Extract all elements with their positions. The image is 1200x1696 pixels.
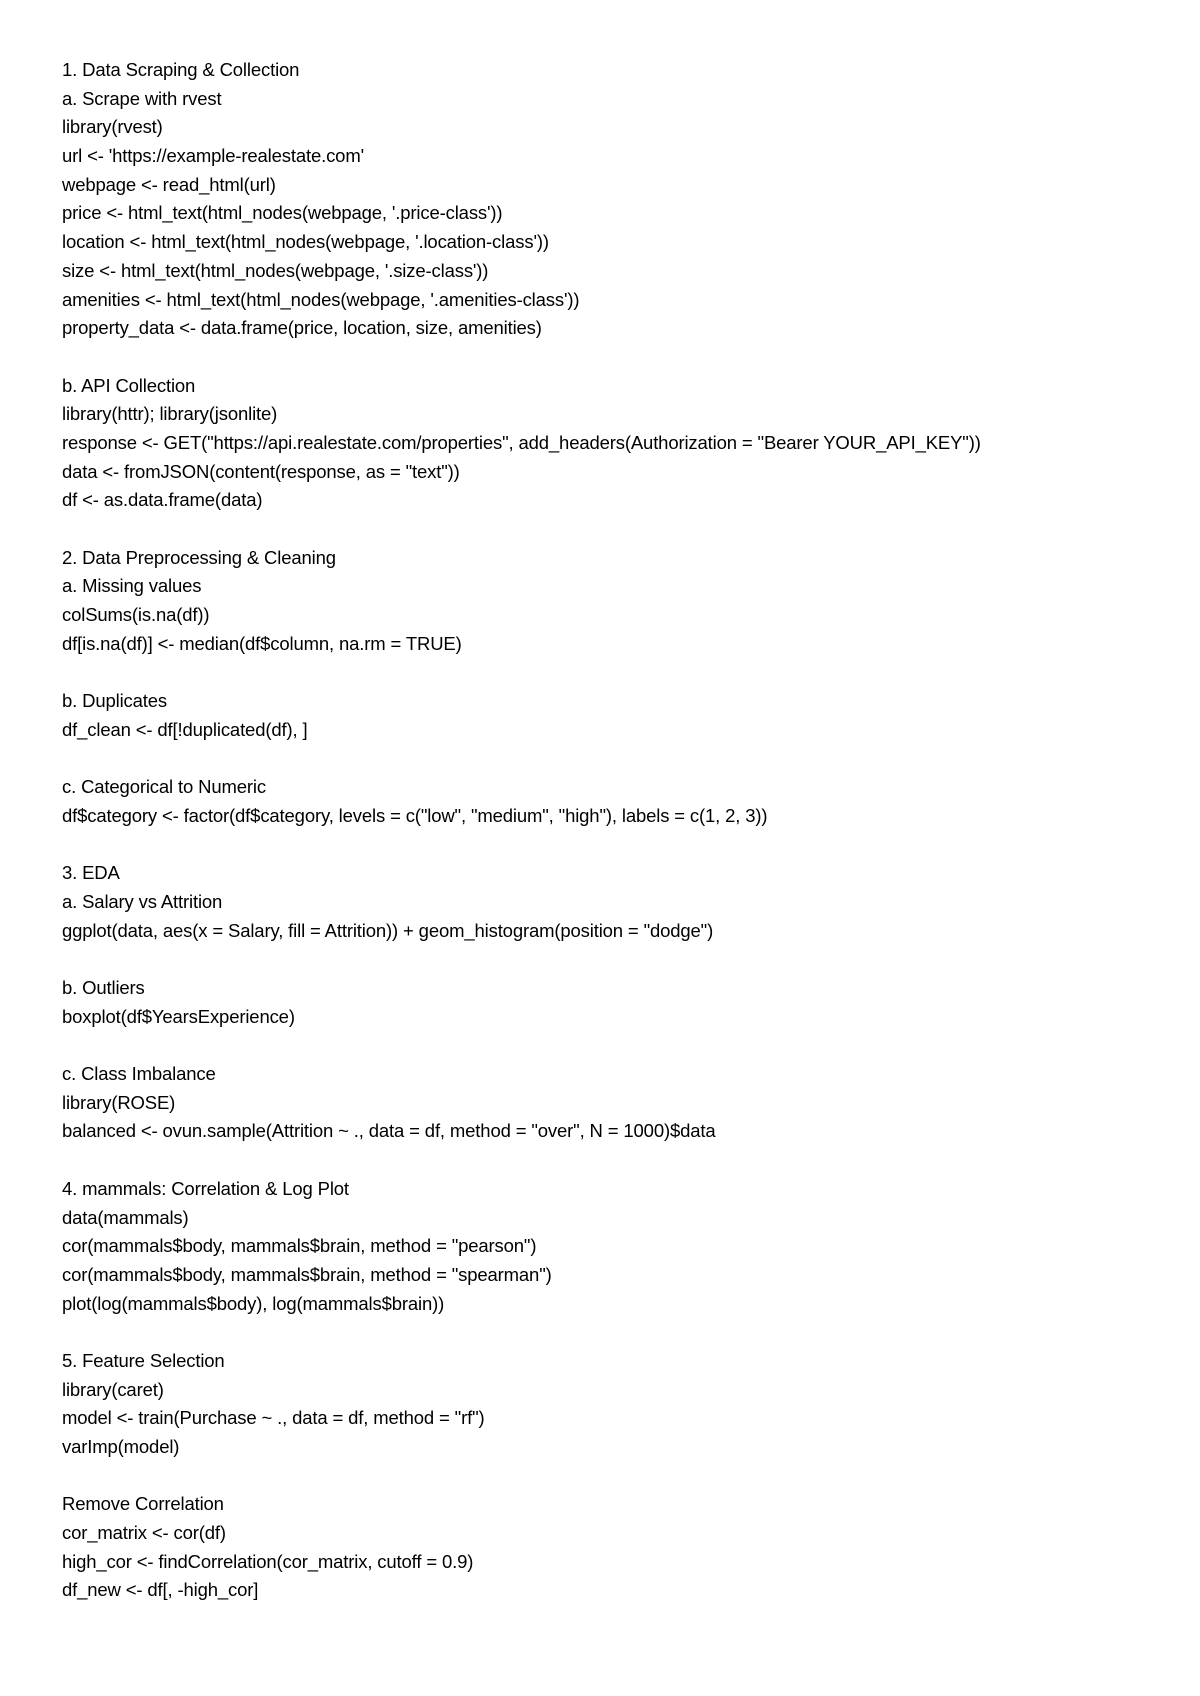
blank-line [62, 343, 1182, 372]
code-line: data(mammals) [62, 1206, 189, 1228]
code-line: df$category <- factor(df$category, levels = c("low", "medium", "high"), labels = c(1, 2, 3)) [62, 804, 768, 826]
blank-line [62, 945, 1182, 974]
code-line: plot(log(mammals$body), log(mammals$brain)) [62, 1292, 445, 1314]
subsection-heading-categorical: c. Categorical to Numeric [62, 776, 266, 798]
code-line: price <- html_text(html_nodes(webpage, '.price-class')) [62, 202, 503, 224]
code-line: boxplot(df$YearsExperience) [62, 1005, 295, 1027]
section-heading-eda: 3. EDA [62, 862, 120, 884]
code-line: colSums(is.na(df)) [62, 604, 210, 626]
blank-line [62, 515, 1182, 544]
subsection-heading-scrape-rvest: a. Scrape with rvest [62, 87, 222, 109]
blank-line [62, 1462, 1182, 1491]
subsection-heading-duplicates: b. Duplicates [62, 690, 167, 712]
code-line: property_data <- data.frame(price, location, size, amenities) [62, 317, 542, 339]
code-line: url <- 'https://example-realestate.com' [62, 145, 364, 167]
subsection-heading-missing-values: a. Missing values [62, 575, 202, 597]
code-line: amenities <- html_text(html_nodes(webpage, '.amenities-class')) [62, 288, 580, 310]
code-line: library(httr); library(jsonlite) [62, 403, 278, 425]
code-line: webpage <- read_html(url) [62, 173, 276, 195]
document-page [62, 56, 1182, 1605]
code-line: df_clean <- df[!duplicated(df), ] [62, 718, 308, 740]
code-line: high_cor <- findCorrelation(cor_matrix, cutoff = 0.9) [62, 1550, 474, 1572]
code-line: model <- train(Purchase ~ ., data = df, method = "rf") [62, 1407, 485, 1429]
subsection-heading-class-imbalance: c. Class Imbalance [62, 1063, 216, 1085]
code-line: df[is.na(df)] <- median(df$column, na.rm = TRUE) [62, 632, 462, 654]
subsection-heading-salary-attrition: a. Salary vs Attrition [62, 890, 223, 912]
blank-line [62, 831, 1182, 860]
code-line: cor_matrix <- cor(df) [62, 1522, 226, 1544]
blank-line [62, 1031, 1182, 1060]
code-line: location <- html_text(html_nodes(webpage, '.location-class')) [62, 231, 549, 253]
section-heading-mammals: 4. mammals: Correlation & Log Plot [62, 1177, 349, 1199]
blank-line [62, 745, 1182, 774]
code-line: balanced <- ovun.sample(Attrition ~ ., data = df, method = "over", N = 1000)$data [62, 1120, 716, 1142]
code-line: cor(mammals$body, mammals$brain, method = "pearson") [62, 1235, 537, 1257]
section-heading-data-scraping: 1. Data Scraping & Collection [62, 59, 300, 80]
section-heading-preprocessing: 2. Data Preprocessing & Cleaning [62, 546, 336, 568]
code-line: df_new <- df[, -high_cor] [62, 1579, 259, 1601]
code-line: ggplot(data, aes(x = Salary, fill = Attrition)) + geom_histogram(position = "dodge") [62, 919, 714, 941]
subsection-heading-remove-correlation: Remove Correlation [62, 1493, 224, 1515]
blank-line [62, 1146, 1182, 1175]
code-line: data <- fromJSON(content(response, as = "text")) [62, 460, 460, 482]
code-line: size <- html_text(html_nodes(webpage, '.size-class')) [62, 259, 489, 281]
code-line: cor(mammals$body, mammals$brain, method = "spearman") [62, 1263, 552, 1285]
code-line: library(rvest) [62, 116, 163, 138]
code-line: df <- as.data.frame(data) [62, 489, 263, 511]
blank-line [62, 1318, 1182, 1347]
code-line: library(caret) [62, 1378, 164, 1400]
blank-line [62, 658, 1182, 687]
code-line: varImp(model) [62, 1436, 180, 1457]
subsection-heading-outliers: b. Outliers [62, 977, 145, 998]
code-line: library(ROSE) [62, 1091, 176, 1113]
code-line: response <- GET("https://api.realestate.com/properties", add_headers(Authorization = "Bearer YOUR_API_KEY")) [62, 431, 981, 453]
subsection-heading-api-collection: b. API Collection [62, 374, 196, 396]
section-heading-feature-selection: 5. Feature Selection [62, 1349, 225, 1371]
